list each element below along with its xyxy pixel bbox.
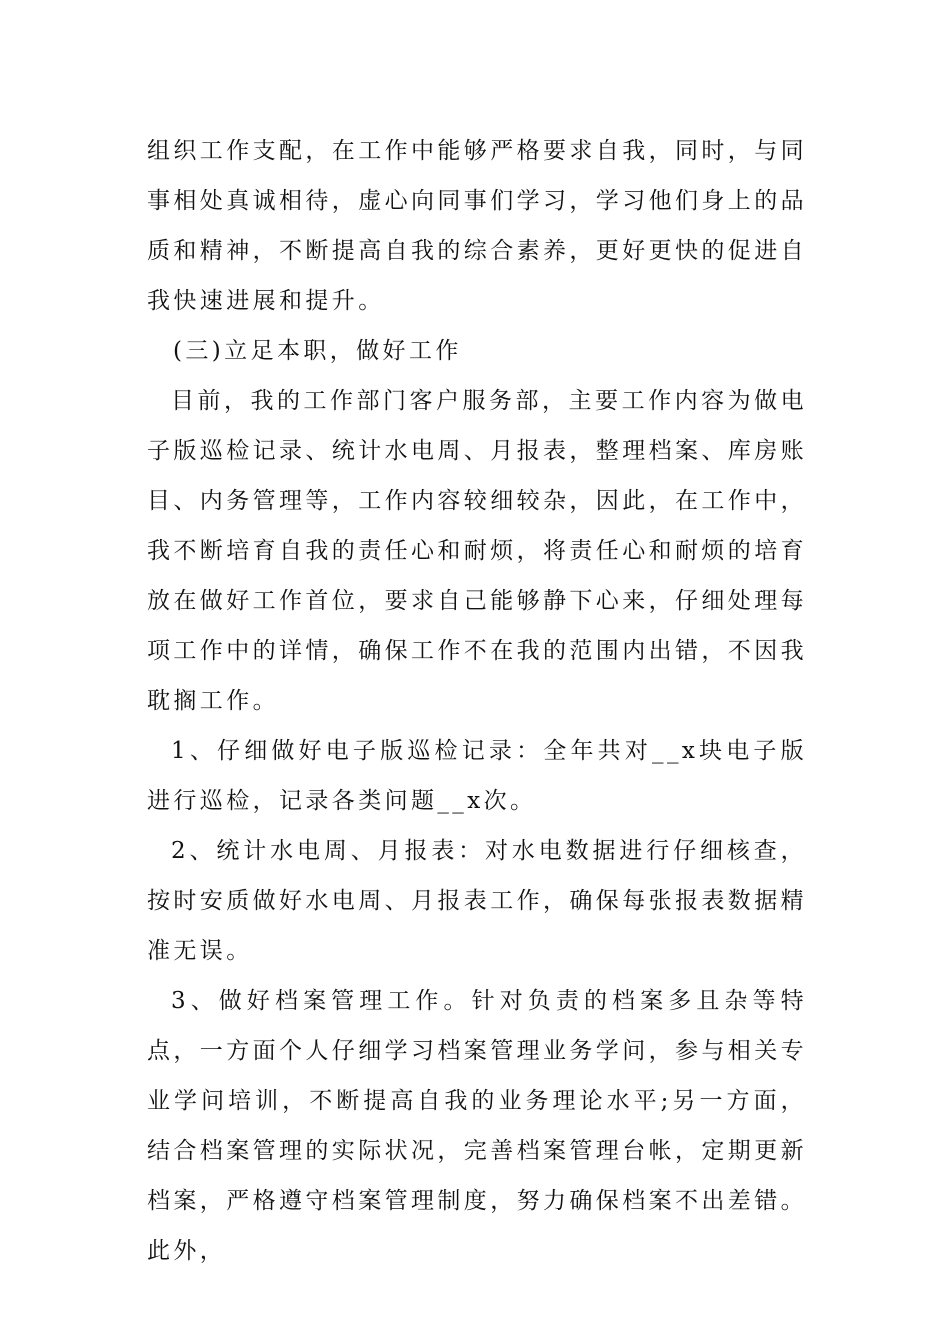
section-heading-3: (三)立足本职，做好工作 (173, 338, 462, 364)
paragraph-current-work: 目前，我的工作部门客户服务部，主要工作内容为做电子版巡检记录、统计水电周、月报表，整理档案、库房账目、内务管理等，工作内容较细较杂，因此，在工作中，我不断培育自我的责任心和耐烦，将责任心和耐烦的培育放在做好工作首位，要求自己能够静下心来，仔细处理每项工作中的详情，确保工作不在我的范围内出错，不因我耽搁工作。 (147, 388, 807, 714)
document-body (147, 126, 807, 1276)
paragraph-work-arrangement: 组织工作支配，在工作中能够严格要求自我，同时，与同事相处真诚相待，虚心向同事们学习，学习他们身上的品质和精神，不断提高自我的综合素养，更好更快的促进自我快速进展和提升。 (147, 138, 807, 314)
list-item-3: 3、做好档案管理工作。针对负责的档案多且杂等特点，一方面个人仔细学习档案管理业务学问，参与相关专业学问培训，不断提高自我的业务理论水平;另一方面，结合档案管理的实际状况，完善档案管理台帐，定期更新档案，严格遵守档案管理制度，努力确保档案不出差错。此外， (147, 988, 807, 1264)
list-item-1: 1、仔细做好电子版巡检记录：全年共对__x块电子版进行巡检，记录各类问题__x次。 (147, 738, 807, 814)
list-item-2: 2、统计水电周、月报表：对水电数据进行仔细核查，按时安质做好水电周、月报表工作，确保每张报表数据精准无误。 (147, 838, 807, 964)
